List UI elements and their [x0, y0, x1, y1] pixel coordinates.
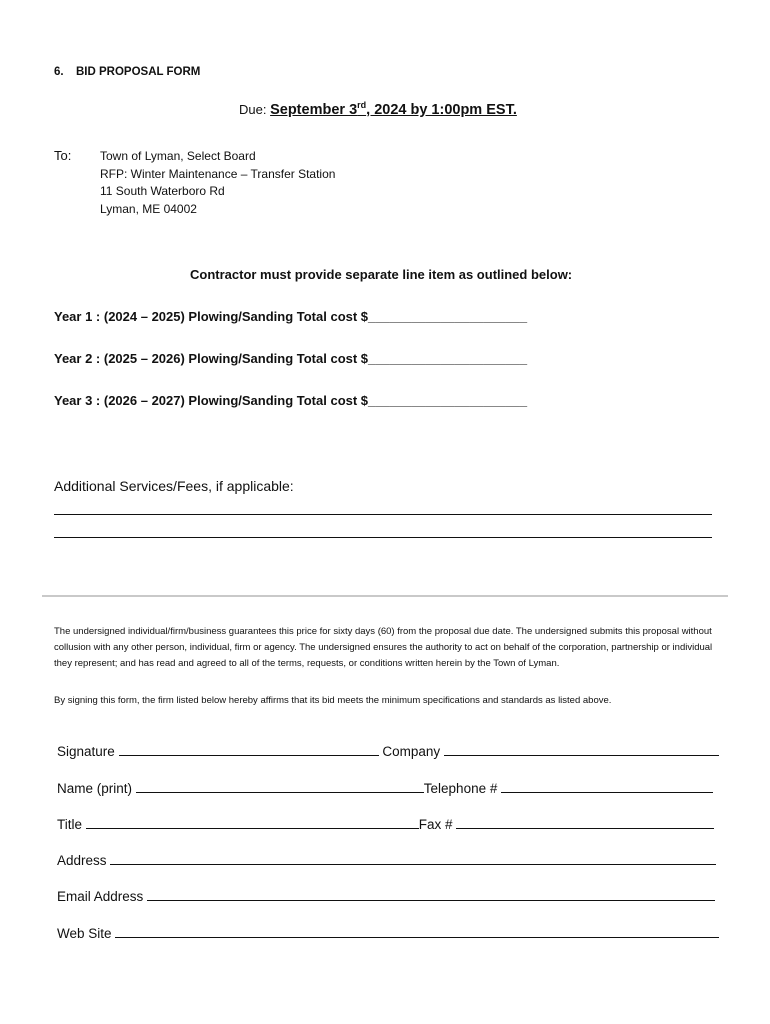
affirmation-paragraph: By signing this form, the firm listed below hereby affirms that its bid meets the minimum specifications and standards as listed above.	[54, 695, 612, 706]
website-label: Web Site	[57, 926, 112, 941]
address-line: Lyman, ME 04002	[100, 201, 197, 216]
address-line: 11 South Waterboro Rd	[100, 184, 225, 198]
section-title: BID PROPOSAL FORM	[76, 66, 201, 78]
year-3-cost-blank[interactable]: ______________________	[368, 393, 528, 408]
email-label: Email Address	[57, 889, 144, 904]
address-field[interactable]	[110, 864, 716, 865]
telephone-field[interactable]	[501, 792, 713, 793]
company-field[interactable]	[444, 755, 719, 756]
fax-field[interactable]	[456, 828, 714, 829]
year-1-cost-line	[54, 309, 527, 324]
title-field[interactable]	[86, 828, 419, 829]
additional-services-line-1[interactable]	[54, 514, 712, 515]
year-1-label: Year 1 : (2024 – 2025) Plowing/Sanding Total cost $	[54, 309, 369, 324]
company-label: Company	[382, 744, 441, 759]
recipient-address	[100, 148, 335, 218]
name-telephone-row	[57, 781, 713, 796]
year-2-cost-line	[54, 351, 527, 366]
additional-services-label: Additional Services/Fees, if applicable:	[54, 478, 294, 494]
fax-label: Fax #	[418, 817, 453, 832]
title-fax-row	[57, 817, 714, 832]
section-number: 6.	[54, 66, 64, 78]
email-row	[57, 889, 715, 904]
address-row	[57, 853, 716, 868]
address-line: RFP: Winter Maintenance – Transfer Station	[100, 166, 336, 181]
website-row	[57, 926, 719, 941]
address-label: Address	[57, 853, 107, 868]
due-date-line	[239, 100, 517, 118]
signature-label: Signature	[57, 744, 115, 759]
line-item-instruction: Contractor must provide separate line item as outlined below:	[190, 267, 573, 282]
year-3-cost-line	[54, 393, 527, 408]
name-field[interactable]	[136, 792, 424, 793]
year-1-cost-blank[interactable]: ______________________	[368, 309, 528, 324]
section-heading	[54, 66, 200, 78]
recipient-label: To:	[54, 148, 72, 163]
address-line: Town of Lyman, Select Board	[100, 149, 256, 163]
year-2-label: Year 2 : (2025 – 2026) Plowing/Sanding Total cost $	[54, 351, 369, 366]
additional-services-line-2[interactable]	[54, 537, 712, 538]
name-label: Name (print)	[57, 781, 133, 796]
signature-field[interactable]	[119, 755, 379, 756]
website-field[interactable]	[115, 937, 719, 938]
year-2-cost-blank[interactable]: ______________________	[368, 351, 528, 366]
title-label: Title	[57, 817, 83, 832]
section-divider	[42, 595, 728, 597]
guarantee-paragraph: The undersigned individual/firm/business guarantees this price for sixty days (60) from the proposal due date. The undersigned submits this proposal without collusion with any other person, individual, firm or agency. The undersigned ensures the authority to act on behalf of the corporation, partnership or individual they represent; and has read and agreed to all of the terms, requests, or conditions written herein by the Town of Lyman.	[54, 626, 713, 669]
email-field[interactable]	[147, 900, 715, 901]
telephone-label: Telephone #	[423, 781, 498, 796]
signature-company-row	[57, 744, 719, 759]
due-date: September 3rd, 2024 by 1:00pm EST.	[270, 100, 517, 118]
due-label: Due:	[239, 101, 267, 117]
year-3-label: Year 3 : (2026 – 2027) Plowing/Sanding Total cost $	[54, 393, 369, 408]
